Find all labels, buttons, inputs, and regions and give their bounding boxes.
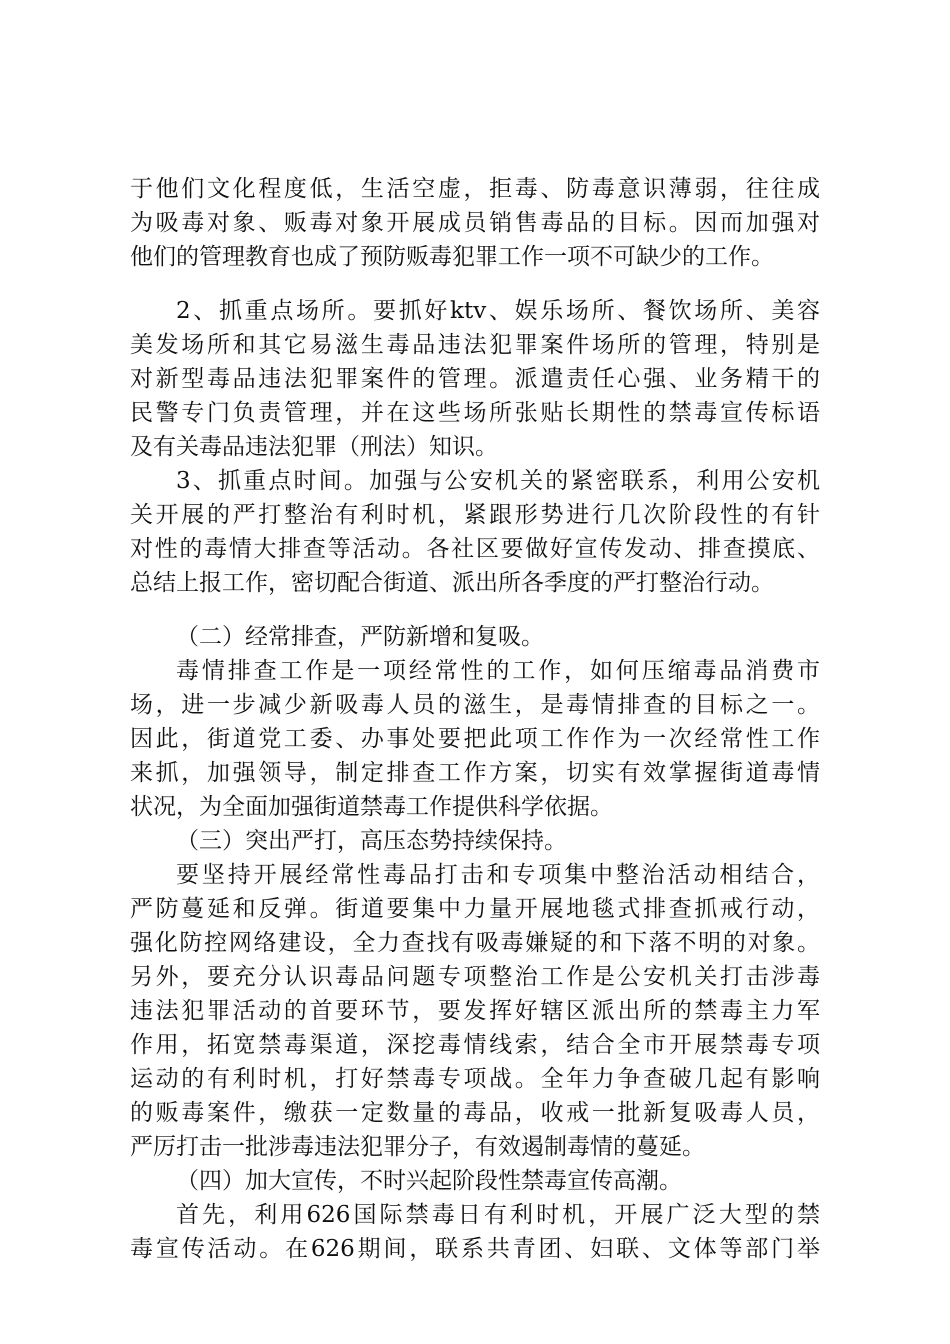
text-line: 关开展的严打整治有利时机，紧跟形势进行几次阶段性的有针: [130, 502, 820, 528]
text-line: 首先，利用626国际禁毒日有利时机，开展广泛大型的禁: [176, 1202, 820, 1228]
text-line: 于他们文化程度低，生活空虚，拒毒、防毒意识薄弱，往往成: [130, 176, 820, 202]
text-line: 强化防控网络建设，全力查找有吸毒嫌疑的和下落不明的对象。: [130, 930, 820, 956]
text-line: 严防蔓延和反弹。街道要集中力量开展地毯式排查抓戒行动，: [130, 896, 820, 922]
paragraph-heading-2: 2、抓重点场所。要抓好ktv、娱乐场所、餐饮场所、美容: [176, 298, 820, 324]
text-line: 因此，街道党工委、办事处要把此项工作作为一次经常性工作: [130, 726, 820, 752]
text-line: 及有关毒品违法犯罪（刑法）知识。: [130, 434, 498, 460]
text-line: 对性的毒情大排查等活动。各社区要做好宣传发动、排查摸底、: [130, 536, 820, 562]
text-line: 作用，拓宽禁毒渠道，深挖毒情线索，结合全市开展禁毒专项: [130, 1032, 820, 1058]
section-heading-2: （二）经常排查，严防新增和复吸。: [176, 624, 544, 650]
text-line: 毒宣传活动。在626期间，联系共青团、妇联、文体等部门举: [130, 1236, 820, 1262]
text-line: 的贩毒案件，缴获一定数量的毒品，收戒一批新复吸毒人员，: [130, 1100, 820, 1126]
text-line: 另外，要充分认识毒品问题专项整治工作是公安机关打击涉毒: [130, 964, 820, 990]
text-line: 民警专门负责管理，并在这些场所张贴长期性的禁毒宣传标语: [130, 400, 820, 426]
text-line: 严厉打击一批涉毒违法犯罪分子，有效遏制毒情的蔓延。: [130, 1134, 705, 1160]
paragraph-heading-3: 3、抓重点时间。加强与公安机关的紧密联系，利用公安机: [176, 468, 820, 494]
text-line: 来抓，加强领导，制定排查工作方案，切实有效掌握街道毒情: [130, 760, 820, 786]
text-line: 场，进一步减少新吸毒人员的滋生，是毒情排查的目标之一。: [130, 692, 820, 718]
text-line: 总结上报工作，密切配合街道、派出所各季度的严打整治行动。: [130, 570, 774, 596]
text-line: 毒情排查工作是一项经常性的工作，如何压缩毒品消费市: [176, 658, 820, 684]
section-heading-4: （四）加大宣传，不时兴起阶段性禁毒宣传高潮。: [176, 1168, 682, 1194]
text-line: 美发场所和其它易滋生毒品违法犯罪案件场所的管理，特别是: [130, 332, 820, 358]
text-line: 状况，为全面加强街道禁毒工作提供科学依据。: [130, 794, 613, 820]
text-line: 运动的有利时机，打好禁毒专项战。全年力争查破几起有影响: [130, 1066, 820, 1092]
text-line: 违法犯罪活动的首要环节，要发挥好辖区派出所的禁毒主力军: [130, 998, 820, 1024]
text-line: 要坚持开展经常性毒品打击和专项集中整治活动相结合，: [176, 862, 820, 888]
section-heading-3: （三）突出严打，高压态势持续保持。: [176, 828, 567, 854]
text-line: 他们的管理教育也成了预防贩毒犯罪工作一项不可缺少的工作。: [130, 244, 774, 270]
text-line: 对新型毒品违法犯罪案件的管理。派遣责任心强、业务精干的: [130, 366, 820, 392]
text-line: 为吸毒对象、贩毒对象开展成员销售毒品的目标。因而加强对: [130, 210, 820, 236]
